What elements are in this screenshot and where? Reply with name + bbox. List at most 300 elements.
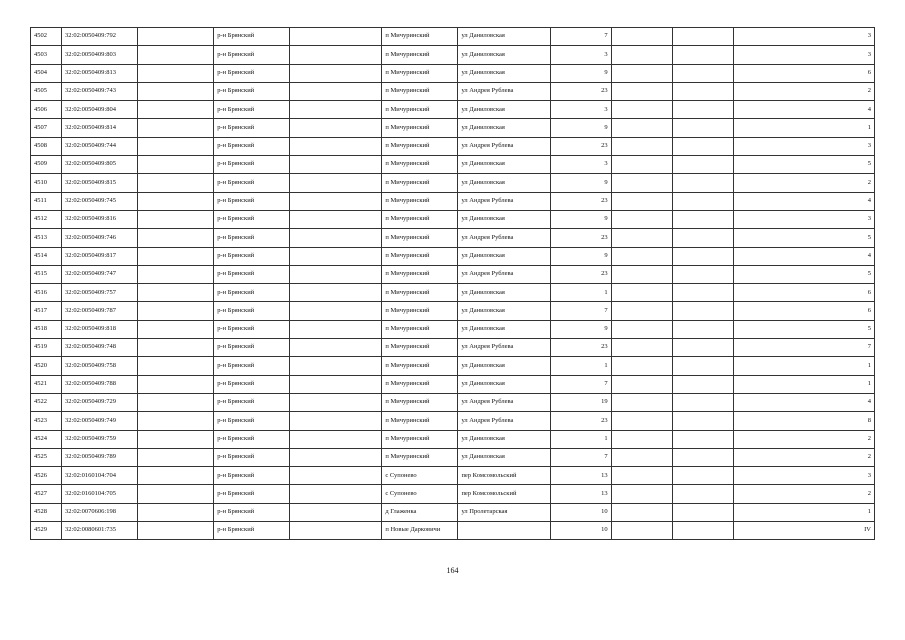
empty-cell (290, 320, 382, 338)
flat-number-cell: 8 (733, 412, 874, 430)
house-number-cell: 9 (550, 320, 611, 338)
street-cell: ул Даниловская (458, 357, 550, 375)
street-cell: ул Даниловская (458, 448, 550, 466)
empty-cell (672, 137, 733, 155)
row-number-cell: 4503 (31, 46, 62, 64)
table-row (31, 375, 875, 393)
house-number-cell: 13 (550, 467, 611, 485)
row-number-cell: 4506 (31, 101, 62, 119)
empty-cell (611, 339, 672, 357)
house-number-cell: 13 (550, 485, 611, 503)
empty-cell (138, 448, 214, 466)
empty-cell (138, 229, 214, 247)
cadastral-number-cell: 32:02:0050409:814 (62, 119, 138, 137)
empty-cell (672, 82, 733, 100)
empty-cell (290, 192, 382, 210)
row-number-cell: 4516 (31, 284, 62, 302)
empty-cell (672, 357, 733, 375)
table-row (31, 82, 875, 100)
empty-cell (672, 412, 733, 430)
empty-cell (611, 119, 672, 137)
empty-cell (290, 64, 382, 82)
cadastral-number-cell: 32:02:0050409:803 (62, 46, 138, 64)
row-number-cell: 4525 (31, 448, 62, 466)
street-cell: ул Даниловская (458, 430, 550, 448)
flat-number-cell: 6 (733, 302, 874, 320)
cadastral-number-cell: 32:02:0050409:817 (62, 247, 138, 265)
cadastral-number-cell: 32:02:0050409:743 (62, 82, 138, 100)
cadastral-number-cell: 32:02:0050409:818 (62, 320, 138, 338)
cadastral-number-cell: 32:02:0070606:198 (62, 503, 138, 521)
table-row (31, 485, 875, 503)
cadastral-number-cell: 32:02:0050409:746 (62, 229, 138, 247)
locality-cell: п Мичуринский (382, 430, 458, 448)
cadastral-number-cell: 32:02:0050409:729 (62, 393, 138, 411)
locality-cell: п Мичуринский (382, 174, 458, 192)
empty-cell (611, 320, 672, 338)
empty-cell (290, 46, 382, 64)
district-cell: р-н Брянский (214, 64, 290, 82)
street-cell: ул Даниловская (458, 320, 550, 338)
empty-cell (611, 247, 672, 265)
cadastral-number-cell: 32:02:0050409:789 (62, 448, 138, 466)
registry-rows (31, 28, 875, 540)
empty-cell (672, 28, 733, 46)
row-number-cell: 4528 (31, 503, 62, 521)
empty-cell (672, 393, 733, 411)
empty-cell (138, 412, 214, 430)
empty-cell (611, 467, 672, 485)
empty-cell (138, 247, 214, 265)
house-number-cell: 19 (550, 393, 611, 411)
empty-cell (611, 265, 672, 283)
street-cell: ул Даниловская (458, 302, 550, 320)
district-cell: р-н Брянский (214, 156, 290, 174)
locality-cell: п Мичуринский (382, 393, 458, 411)
flat-number-cell: 3 (733, 28, 874, 46)
cadastral-number-cell: 32:02:0050409:749 (62, 412, 138, 430)
empty-cell (672, 229, 733, 247)
empty-cell (672, 485, 733, 503)
cadastral-number-cell: 32:02:0050409:744 (62, 137, 138, 155)
row-number-cell: 4508 (31, 137, 62, 155)
empty-cell (290, 485, 382, 503)
house-number-cell: 3 (550, 156, 611, 174)
flat-number-cell: 1 (733, 357, 874, 375)
cadastral-number-cell: 32:02:0050409:758 (62, 357, 138, 375)
district-cell: р-н Брянский (214, 357, 290, 375)
street-cell: ул Андрея Рублева (458, 393, 550, 411)
street-cell: ул Даниловская (458, 28, 550, 46)
table-row (31, 503, 875, 521)
empty-cell (611, 393, 672, 411)
flat-number-cell: 2 (733, 430, 874, 448)
house-number-cell: 23 (550, 265, 611, 283)
district-cell: р-н Брянский (214, 485, 290, 503)
empty-cell (290, 210, 382, 228)
table-row (31, 412, 875, 430)
locality-cell: п Мичуринский (382, 320, 458, 338)
house-number-cell: 9 (550, 64, 611, 82)
table-row (31, 302, 875, 320)
district-cell: р-н Брянский (214, 101, 290, 119)
cadastral-number-cell: 32:02:0050409:815 (62, 174, 138, 192)
house-number-cell: 10 (550, 522, 611, 540)
table-row (31, 174, 875, 192)
street-cell (458, 522, 550, 540)
empty-cell (290, 28, 382, 46)
street-cell: ул Андрея Рублева (458, 137, 550, 155)
street-cell: ул Даниловская (458, 210, 550, 228)
empty-cell (138, 302, 214, 320)
locality-cell: п Мичуринский (382, 412, 458, 430)
table-row (31, 247, 875, 265)
empty-cell (290, 357, 382, 375)
street-cell: ул Андрея Рублева (458, 192, 550, 210)
table-row (31, 357, 875, 375)
house-number-cell: 7 (550, 448, 611, 466)
cadastral-number-cell: 32:02:0050409:747 (62, 265, 138, 283)
table-row (31, 320, 875, 338)
empty-cell (672, 174, 733, 192)
empty-cell (138, 192, 214, 210)
district-cell: р-н Брянский (214, 46, 290, 64)
locality-cell: п Мичуринский (382, 375, 458, 393)
table-row (31, 210, 875, 228)
locality-cell: д Глаженка (382, 503, 458, 521)
house-number-cell: 23 (550, 192, 611, 210)
locality-cell: п Мичуринский (382, 229, 458, 247)
empty-cell (138, 522, 214, 540)
table-row (31, 467, 875, 485)
empty-cell (290, 101, 382, 119)
table-row (31, 522, 875, 540)
district-cell: р-н Брянский (214, 210, 290, 228)
flat-number-cell: 5 (733, 229, 874, 247)
table-row (31, 137, 875, 155)
cadastral-number-cell: 32:02:0050409:804 (62, 101, 138, 119)
district-cell: р-н Брянский (214, 393, 290, 411)
empty-cell (290, 265, 382, 283)
district-cell: р-н Брянский (214, 137, 290, 155)
empty-cell (611, 448, 672, 466)
district-cell: р-н Брянский (214, 192, 290, 210)
empty-cell (611, 64, 672, 82)
flat-number-cell: 1 (733, 119, 874, 137)
empty-cell (290, 174, 382, 192)
cadastral-number-cell: 32:02:0050409:757 (62, 284, 138, 302)
empty-cell (138, 137, 214, 155)
empty-cell (611, 174, 672, 192)
street-cell: пер Комсомольский (458, 485, 550, 503)
empty-cell (611, 284, 672, 302)
empty-cell (290, 247, 382, 265)
table-row (31, 229, 875, 247)
locality-cell: п Мичуринский (382, 302, 458, 320)
flat-number-cell: 5 (733, 156, 874, 174)
locality-cell: п Мичуринский (382, 284, 458, 302)
empty-cell (138, 210, 214, 228)
empty-cell (290, 503, 382, 521)
table-row (31, 64, 875, 82)
flat-number-cell: 5 (733, 320, 874, 338)
empty-cell (290, 302, 382, 320)
empty-cell (672, 247, 733, 265)
flat-number-cell: 3 (733, 467, 874, 485)
empty-cell (138, 320, 214, 338)
row-number-cell: 4511 (31, 192, 62, 210)
row-number-cell: 4504 (31, 64, 62, 82)
empty-cell (138, 430, 214, 448)
row-number-cell: 4519 (31, 339, 62, 357)
empty-cell (611, 357, 672, 375)
empty-cell (290, 375, 382, 393)
cadastral-number-cell: 32:02:0050409:788 (62, 375, 138, 393)
row-number-cell: 4517 (31, 302, 62, 320)
cadastral-number-cell: 32:02:0050409:748 (62, 339, 138, 357)
house-number-cell: 9 (550, 210, 611, 228)
table-row (31, 393, 875, 411)
district-cell: р-н Брянский (214, 339, 290, 357)
row-number-cell: 4523 (31, 412, 62, 430)
empty-cell (672, 101, 733, 119)
house-number-cell: 1 (550, 357, 611, 375)
street-cell: пер Комсомольский (458, 467, 550, 485)
empty-cell (290, 467, 382, 485)
locality-cell: п Новые Дарковичи (382, 522, 458, 540)
district-cell: р-н Брянский (214, 448, 290, 466)
row-number-cell: 4512 (31, 210, 62, 228)
district-cell: р-н Брянский (214, 412, 290, 430)
row-number-cell: 4522 (31, 393, 62, 411)
house-number-cell: 7 (550, 302, 611, 320)
empty-cell (611, 485, 672, 503)
empty-cell (672, 448, 733, 466)
flat-number-cell: 4 (733, 393, 874, 411)
empty-cell (672, 503, 733, 521)
empty-cell (290, 119, 382, 137)
street-cell: ул Андрея Рублева (458, 82, 550, 100)
flat-number-cell: 4 (733, 101, 874, 119)
house-number-cell: 23 (550, 82, 611, 100)
empty-cell (138, 284, 214, 302)
empty-cell (290, 412, 382, 430)
empty-cell (611, 101, 672, 119)
empty-cell (672, 265, 733, 283)
table-row (31, 430, 875, 448)
empty-cell (672, 119, 733, 137)
empty-cell (672, 64, 733, 82)
street-cell: ул Даниловская (458, 174, 550, 192)
row-number-cell: 4509 (31, 156, 62, 174)
empty-cell (290, 522, 382, 540)
house-number-cell: 23 (550, 137, 611, 155)
house-number-cell: 10 (550, 503, 611, 521)
empty-cell (611, 503, 672, 521)
table-row (31, 448, 875, 466)
empty-cell (138, 46, 214, 64)
locality-cell: п Мичуринский (382, 339, 458, 357)
locality-cell: с Супонево (382, 485, 458, 503)
district-cell: р-н Брянский (214, 229, 290, 247)
cadastral-number-cell: 32:02:0050409:792 (62, 28, 138, 46)
empty-cell (611, 412, 672, 430)
row-number-cell: 4513 (31, 229, 62, 247)
locality-cell: п Мичуринский (382, 192, 458, 210)
house-number-cell: 1 (550, 430, 611, 448)
flat-number-cell: 2 (733, 448, 874, 466)
street-cell: ул Даниловская (458, 64, 550, 82)
empty-cell (672, 375, 733, 393)
table-row (31, 101, 875, 119)
row-number-cell: 4524 (31, 430, 62, 448)
table-row (31, 192, 875, 210)
flat-number-cell: 5 (733, 265, 874, 283)
empty-cell (611, 522, 672, 540)
street-cell: ул Андрея Рублева (458, 229, 550, 247)
street-cell: ул Андрея Рублева (458, 265, 550, 283)
table-row (31, 46, 875, 64)
empty-cell (138, 339, 214, 357)
flat-number-cell: 2 (733, 82, 874, 100)
empty-cell (611, 210, 672, 228)
empty-cell (138, 357, 214, 375)
table-row (31, 28, 875, 46)
empty-cell (290, 448, 382, 466)
empty-cell (138, 101, 214, 119)
house-number-cell: 9 (550, 247, 611, 265)
row-number-cell: 4529 (31, 522, 62, 540)
locality-cell: с Супонево (382, 467, 458, 485)
flat-number-cell: 4 (733, 247, 874, 265)
empty-cell (672, 284, 733, 302)
flat-number-cell: 6 (733, 284, 874, 302)
table-row (31, 119, 875, 137)
empty-cell (290, 82, 382, 100)
street-cell: ул Андрея Рублева (458, 339, 550, 357)
empty-cell (290, 430, 382, 448)
empty-cell (290, 284, 382, 302)
row-number-cell: 4510 (31, 174, 62, 192)
house-number-cell: 3 (550, 46, 611, 64)
cadastral-number-cell: 32:02:0050409:787 (62, 302, 138, 320)
flat-number-cell: 2 (733, 174, 874, 192)
cadastral-number-cell: 32:02:0050409:805 (62, 156, 138, 174)
empty-cell (672, 320, 733, 338)
empty-cell (611, 46, 672, 64)
locality-cell: п Мичуринский (382, 28, 458, 46)
empty-cell (611, 229, 672, 247)
district-cell: р-н Брянский (214, 503, 290, 521)
empty-cell (290, 339, 382, 357)
district-cell: р-н Брянский (214, 375, 290, 393)
district-cell: р-н Брянский (214, 265, 290, 283)
row-number-cell: 4527 (31, 485, 62, 503)
table-row (31, 284, 875, 302)
flat-number-cell: 2 (733, 485, 874, 503)
cadastral-number-cell: 32:02:0160104:705 (62, 485, 138, 503)
locality-cell: п Мичуринский (382, 101, 458, 119)
registry-table (30, 27, 875, 540)
house-number-cell: 1 (550, 284, 611, 302)
empty-cell (611, 137, 672, 155)
empty-cell (672, 192, 733, 210)
flat-number-cell: IV (733, 522, 874, 540)
row-number-cell: 4521 (31, 375, 62, 393)
locality-cell: п Мичуринский (382, 137, 458, 155)
table-row (31, 339, 875, 357)
empty-cell (138, 28, 214, 46)
flat-number-cell: 6 (733, 64, 874, 82)
locality-cell: п Мичуринский (382, 247, 458, 265)
empty-cell (290, 229, 382, 247)
locality-cell: п Мичуринский (382, 64, 458, 82)
row-number-cell: 4502 (31, 28, 62, 46)
flat-number-cell: 1 (733, 375, 874, 393)
flat-number-cell: 3 (733, 137, 874, 155)
district-cell: р-н Брянский (214, 82, 290, 100)
empty-cell (672, 339, 733, 357)
locality-cell: п Мичуринский (382, 210, 458, 228)
house-number-cell: 9 (550, 119, 611, 137)
district-cell: р-н Брянский (214, 174, 290, 192)
row-number-cell: 4507 (31, 119, 62, 137)
locality-cell: п Мичуринский (382, 448, 458, 466)
empty-cell (138, 503, 214, 521)
locality-cell: п Мичуринский (382, 119, 458, 137)
flat-number-cell: 3 (733, 210, 874, 228)
row-number-cell: 4518 (31, 320, 62, 338)
house-number-cell: 3 (550, 101, 611, 119)
district-cell: р-н Брянский (214, 302, 290, 320)
district-cell: р-н Брянский (214, 430, 290, 448)
table-row (31, 265, 875, 283)
row-number-cell: 4505 (31, 82, 62, 100)
cadastral-number-cell: 32:02:0050409:745 (62, 192, 138, 210)
empty-cell (138, 82, 214, 100)
house-number-cell: 23 (550, 229, 611, 247)
empty-cell (611, 375, 672, 393)
flat-number-cell: 7 (733, 339, 874, 357)
street-cell: ул Даниловская (458, 375, 550, 393)
street-cell: ул Даниловская (458, 156, 550, 174)
empty-cell (290, 137, 382, 155)
empty-cell (138, 64, 214, 82)
street-cell: ул Даниловская (458, 119, 550, 137)
street-cell: ул Андрея Рублева (458, 412, 550, 430)
empty-cell (611, 28, 672, 46)
table-row (31, 156, 875, 174)
row-number-cell: 4520 (31, 357, 62, 375)
empty-cell (611, 192, 672, 210)
cadastral-number-cell: 32:02:0160104:704 (62, 467, 138, 485)
empty-cell (672, 46, 733, 64)
district-cell: р-н Брянский (214, 247, 290, 265)
empty-cell (138, 119, 214, 137)
street-cell: ул Пролетарская (458, 503, 550, 521)
empty-cell (611, 302, 672, 320)
empty-cell (672, 210, 733, 228)
locality-cell: п Мичуринский (382, 46, 458, 64)
locality-cell: п Мичуринский (382, 82, 458, 100)
flat-number-cell: 3 (733, 46, 874, 64)
flat-number-cell: 4 (733, 192, 874, 210)
locality-cell: п Мичуринский (382, 156, 458, 174)
house-number-cell: 7 (550, 28, 611, 46)
empty-cell (138, 156, 214, 174)
empty-cell (672, 467, 733, 485)
house-number-cell: 23 (550, 339, 611, 357)
